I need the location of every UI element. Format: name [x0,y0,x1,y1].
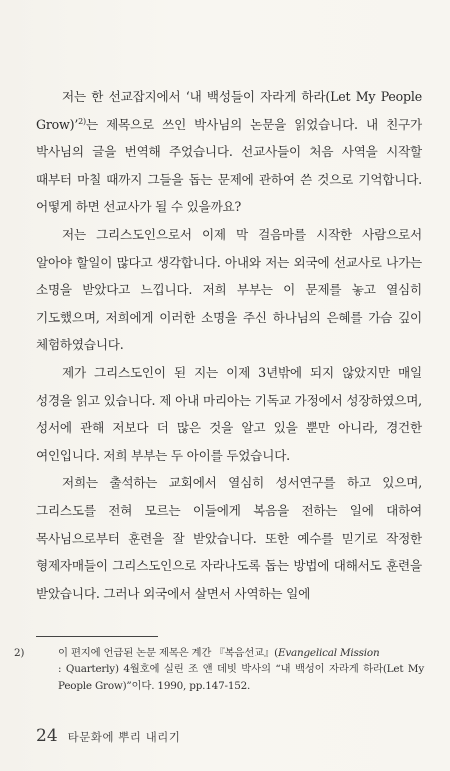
footnote-journal-title: Evangelical Mission [277,647,380,659]
footnote-reference: 2) [78,116,86,126]
footnote-number: 2) [14,647,25,659]
footnote-text-2: : Quarterly) 4월호에 실린 조 앤 데빗 박사의 “내 백성이 자라게 하라(Let My People Grow)”이다. 1990, pp.147-152. [58,663,424,692]
paragraph-3: 제가 그리스도인이 된 지는 이제 3년밖에 되지 않았지만 매일 성경을 읽고 있습니다. 제 아내 마리아는 기독교 가정에서 성장하였으며, 성서에 관해 저보다 더 많은 것을 알고 있을 뿐만 아니라, 경건한 여인입니다. 저희 부부는 두 아이를 두었습니다. [36,364,422,463]
running-footer [36,726,181,750]
paragraph-1-text-before-ref: 저는 한 선교잡지에서 ‘내 백성들이 자라게 하라(Let My People Grow)’ [36,89,422,132]
paragraph-4: 저희는 출석하는 교회에서 열심히 성서연구를 하고 있으며, 그리스도를 전혀 모르는 이들에게 복음을 전하는 일에 대하여 목사님으로부터 훈련을 잘 받았습니다. 또한 예수를 믿기로 작정한 형제자매들이 그리스도인으로 자라나도록 돕는 방법에 대해서도 훈련을 받았습니다. 그러나 외국에서 살면서 사역하는 일에 [36,475,422,601]
paragraph-1 [36,83,422,221]
paragraph-2: 저는 그리스도인으로서 이제 막 걸음마를 시작한 사람으로서 알아야 할일이 많다고 생각합니다. 아내와 저는 외국에 선교사로 나가는 소명을 받았다고 느낍니다. 저희 부부는 이 문제를 놓고 열심히 기도했으며, 저희에게 이러한 소명을 주신 하나님의 은혜를 가슴 깊이 체험하였습니다. [36,226,422,353]
footnote-line-1 [14,645,424,661]
footnote [14,645,424,694]
footnote-divider [36,636,158,637]
footnote-text-1: 이 편지에 언급된 논문 제목은 계간 『복음선교』( [58,647,278,659]
paragraph-1-text-after-ref: 는 제목으로 쓰인 박사님의 논문을 읽었습니다. 내 친구가 박사님의 글을 번역해 주었습니다. 선교사들이 처음 사역을 시작할 때부터 마칠 때까지 그들을 돕는 문제에 관하여 쓴 것으로 기억합니다. 어떻게 하면 선교사가 될 수 있을까요? [36,116,422,215]
page-number: 24 [36,726,58,746]
book-title: 타문화에 뿌리 내리기 [67,730,181,744]
body-text [36,83,422,607]
